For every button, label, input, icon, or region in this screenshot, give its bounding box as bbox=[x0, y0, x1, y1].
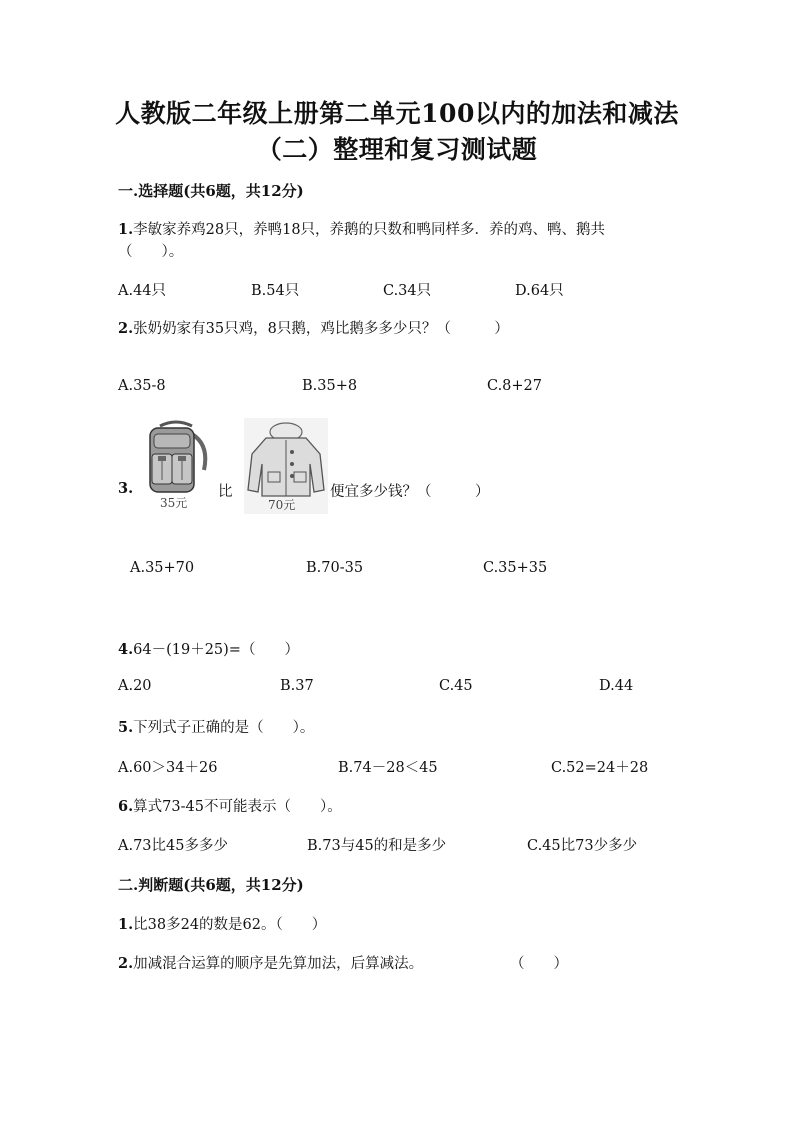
q1-option-a[interactable]: A.44只 bbox=[118, 283, 167, 299]
question-number: 5. bbox=[118, 719, 134, 736]
question-number: 3. bbox=[118, 480, 134, 497]
judge-q1-text bbox=[118, 913, 326, 934]
q3-question-text: 便宜多少钱？（ ） bbox=[330, 484, 490, 500]
q2-text bbox=[118, 317, 509, 338]
question-text: 李敏家养鸡28只，养鸭18只，养鹅的只数和鸭同样多．养的鸡、鸭、鹅共 bbox=[133, 222, 606, 238]
q1-text-line2: （ ）。 bbox=[118, 244, 184, 260]
judge-q2-text bbox=[118, 952, 423, 973]
q4-option-c[interactable]: C.45 bbox=[439, 678, 473, 694]
judge-q2-bracket[interactable]: （ ） bbox=[510, 956, 568, 972]
q1-text-line1 bbox=[118, 218, 605, 239]
page-title-line1: 人教版二年级上册第二单元100以内的加法和减法 bbox=[115, 99, 679, 128]
backpack-image bbox=[140, 418, 212, 514]
q2-option-c[interactable]: C.8+27 bbox=[487, 378, 543, 394]
coat-price: 70元 bbox=[268, 498, 296, 512]
q4-option-d[interactable]: D.44 bbox=[599, 678, 634, 694]
q2-option-b[interactable]: B.35+8 bbox=[302, 378, 358, 394]
q6-option-a[interactable]: A.73比45多多少 bbox=[118, 838, 228, 854]
q1-option-c[interactable]: C.34只 bbox=[383, 283, 432, 299]
q6-option-c[interactable]: C.45比73少多少 bbox=[527, 838, 638, 854]
q4-option-b[interactable]: B.37 bbox=[280, 678, 314, 694]
question-number: 1. bbox=[118, 916, 134, 933]
question-number: 2. bbox=[118, 320, 134, 337]
section2-heading: 二.判断题(共6题，共12分) bbox=[118, 876, 304, 894]
question-text: 64－(19＋25)=（ ） bbox=[133, 642, 299, 658]
q3-option-c[interactable]: C.35+35 bbox=[483, 560, 548, 576]
q1-option-d[interactable]: D.64只 bbox=[515, 283, 564, 299]
question-text: 张奶奶家有35只鸡，8只鹅，鸡比鹅多多少只？（ ） bbox=[133, 321, 509, 337]
q4-text bbox=[118, 638, 299, 659]
q5-option-c[interactable]: C.52=24＋28 bbox=[551, 760, 649, 776]
question-text: 加减混合运算的顺序是先算加法，后算减法。 bbox=[133, 956, 424, 972]
q3-option-b[interactable]: B.70-35 bbox=[306, 560, 364, 576]
question-text: 比38多24的数是62。（ ） bbox=[133, 917, 327, 933]
question-text: 算式73-45不可能表示（ ）。 bbox=[133, 799, 342, 815]
q5-option-a[interactable]: A.60＞34＋26 bbox=[118, 760, 218, 776]
q2-option-a[interactable]: A.35-8 bbox=[118, 378, 166, 394]
q3-compare-word: 比 bbox=[218, 484, 233, 500]
q5-option-b[interactable]: B.74－28＜45 bbox=[338, 760, 438, 776]
q3-number bbox=[118, 480, 133, 497]
question-text: 下列式子正确的是（ ）。 bbox=[133, 720, 315, 736]
q5-text bbox=[118, 716, 314, 737]
q6-option-b[interactable]: B.73与45的和是多少 bbox=[307, 838, 447, 854]
question-number: 4. bbox=[118, 641, 134, 658]
q6-text bbox=[118, 795, 342, 816]
section1-heading: 一.选择题(共6题，共12分) bbox=[118, 182, 304, 200]
coat-image bbox=[244, 418, 328, 514]
question-number: 6. bbox=[118, 798, 134, 815]
question-number: 2. bbox=[118, 955, 134, 972]
q4-option-a[interactable]: A.20 bbox=[118, 678, 152, 694]
page-title-line2: （二）整理和复习测试题 bbox=[256, 135, 538, 164]
q3-option-a[interactable]: A.35+70 bbox=[130, 560, 195, 576]
question-number: 1. bbox=[118, 221, 134, 238]
bag-price: 35元 bbox=[160, 496, 188, 510]
q1-option-b[interactable]: B.54只 bbox=[251, 283, 300, 299]
